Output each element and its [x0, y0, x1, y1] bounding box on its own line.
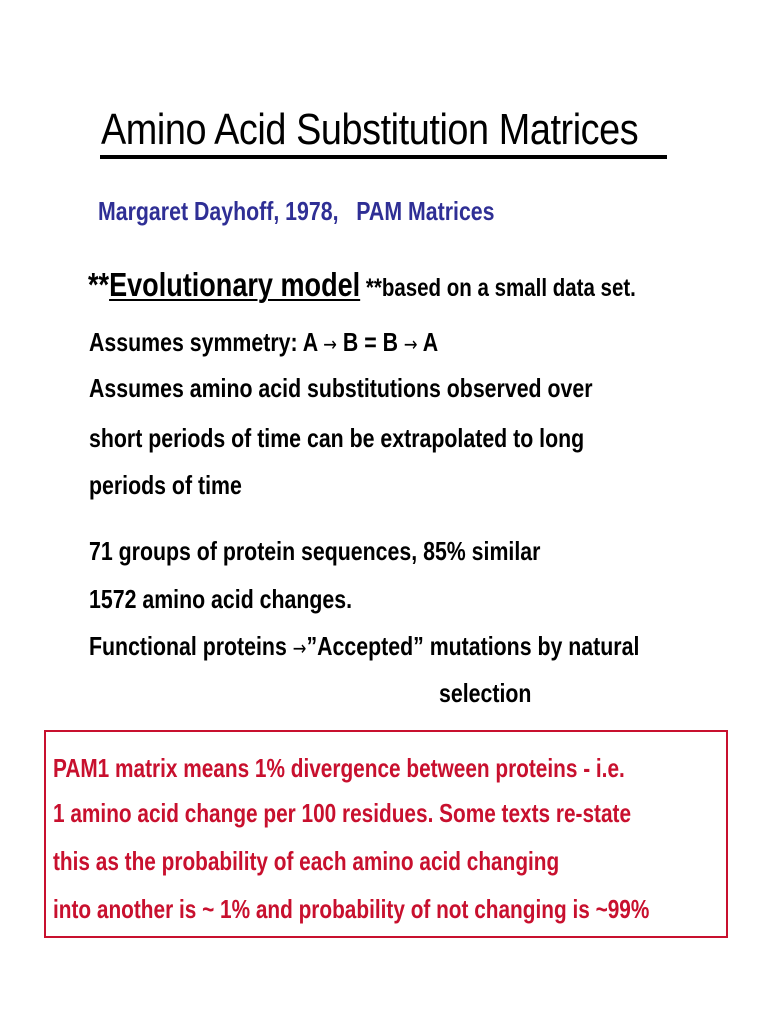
slide-title: Amino Acid Substitution Matrices: [101, 105, 639, 154]
evolutionary-note: **based on a small data set.: [360, 274, 636, 302]
evolutionary-heading: Evolutionary model: [109, 266, 361, 303]
functional-continuation: selection: [439, 678, 532, 708]
evolutionary-prefix: **: [88, 266, 110, 303]
right-arrow-icon: →: [323, 332, 337, 356]
functional-part2: ”Accepted” mutations by natural: [306, 631, 640, 661]
evolutionary-model-line: [88, 265, 636, 305]
symmetry-part2: B = B: [336, 327, 404, 357]
functional-line: [89, 630, 639, 664]
title-underline: [100, 155, 667, 159]
pam-box-line-2: 1 amino acid change per 100 residues. Some texts re-state: [53, 798, 632, 828]
pam-box-line-3: this as the probability of each amino acid changing: [53, 846, 560, 876]
pam-box-line-4: into another is ~ 1% and probability of not changing is ~99%: [53, 894, 650, 924]
assumes-line-2: short periods of time can be extrapolated to long: [89, 423, 585, 453]
data-line-groups: 71 groups of protein sequences, 85% similar: [89, 536, 541, 566]
data-line-changes: 1572 amino acid changes.: [89, 584, 353, 614]
right-arrow-icon: →: [403, 332, 418, 356]
symmetry-part1: Assumes symmetry: A: [89, 327, 324, 357]
functional-part1: Functional proteins: [89, 631, 293, 661]
symmetry-line: [89, 326, 438, 360]
assumes-line-3: periods of time: [89, 470, 242, 500]
slide-subtitle: Margaret Dayhoff, 1978, PAM Matrices: [98, 196, 495, 226]
pam-box-line-1: PAM1 matrix means 1% divergence between proteins - i.e.: [53, 753, 625, 783]
symmetry-part3: A: [417, 327, 439, 357]
assumes-line-1: Assumes amino acid substitutions observed over: [89, 373, 593, 403]
right-arrow-icon: →: [292, 636, 307, 660]
